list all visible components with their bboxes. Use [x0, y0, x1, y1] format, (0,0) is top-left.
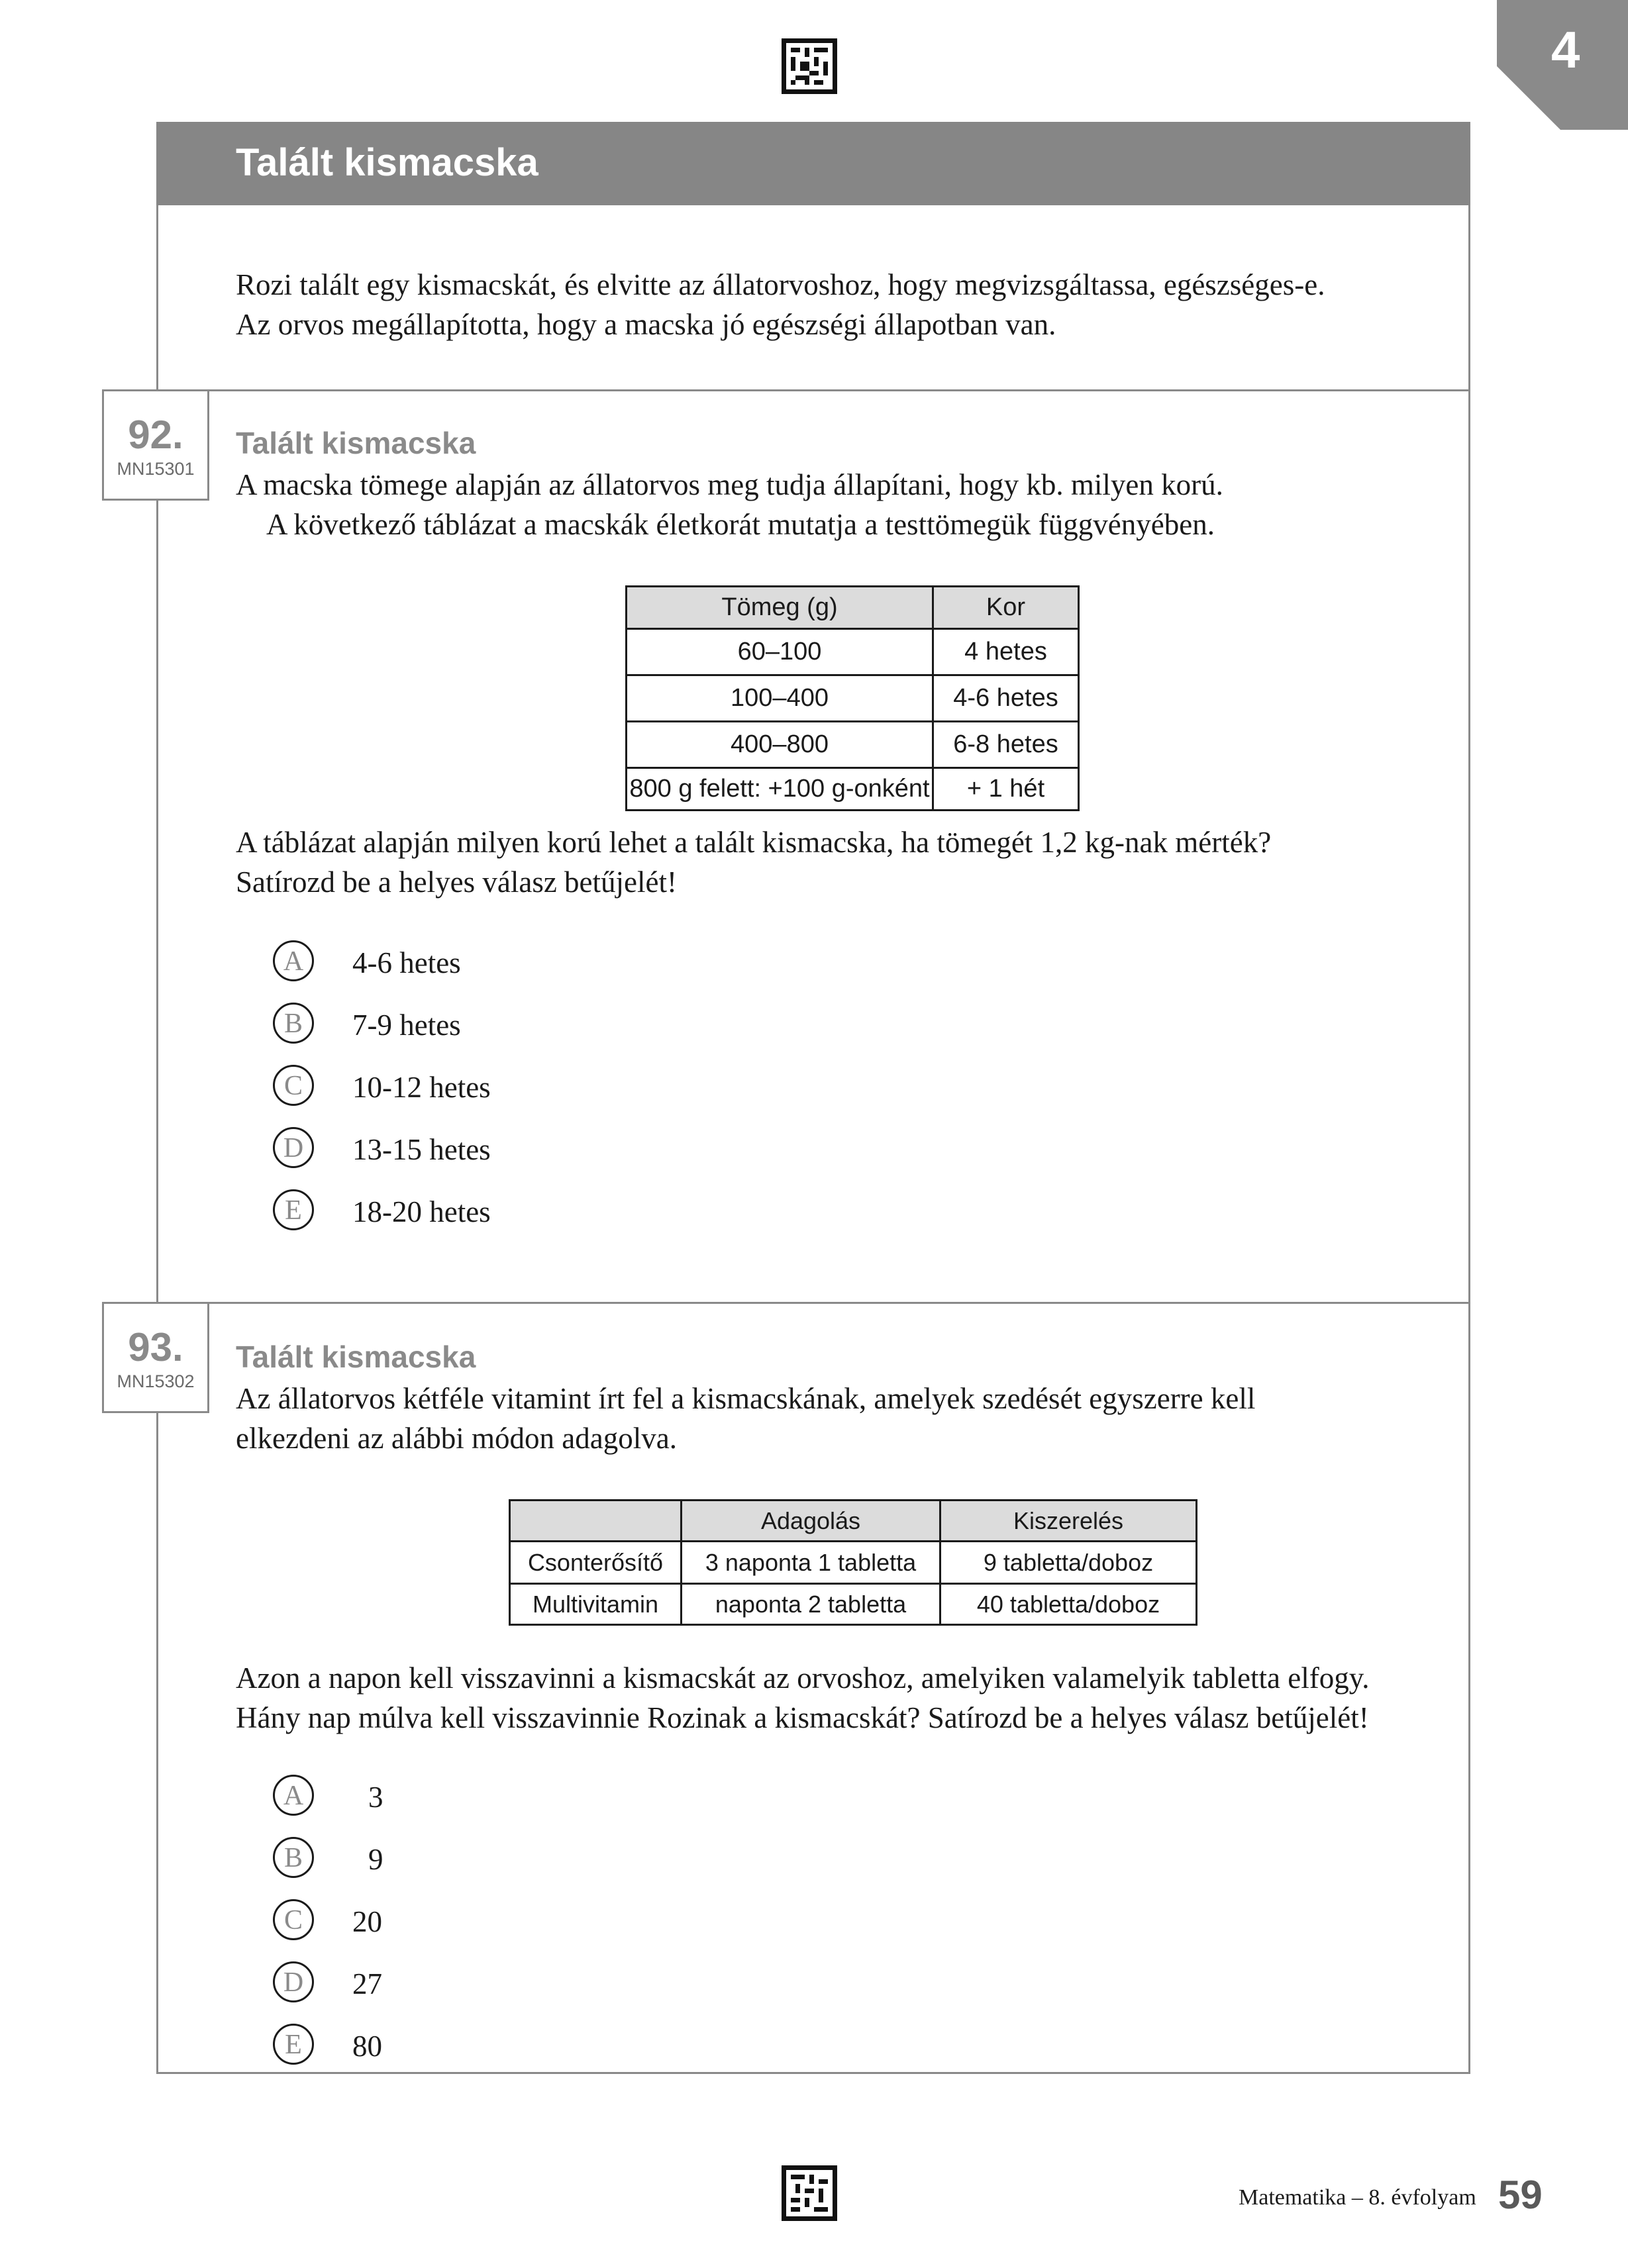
question-title: Talált kismacska — [236, 426, 476, 460]
option-bubble[interactable]: E — [273, 2024, 314, 2065]
table-header-cell: Tömeg (g) — [627, 587, 933, 629]
option-text: 13-15 hetes — [352, 1133, 491, 1166]
weight-age-table — [625, 585, 1080, 811]
table-row — [510, 1542, 1197, 1584]
question-code: MN15302 — [117, 1371, 195, 1391]
option-bubble[interactable]: D — [273, 1127, 314, 1168]
option-bubble[interactable]: C — [273, 1899, 314, 1940]
question-number: 92. — [128, 413, 183, 457]
table-row — [627, 629, 1079, 675]
option-bubble[interactable]: E — [273, 1189, 314, 1230]
qr-code-icon — [782, 2165, 837, 2221]
table-header-cell — [510, 1501, 682, 1542]
table-header-cell: Kor — [933, 587, 1079, 629]
option-bubble[interactable]: B — [273, 1003, 314, 1044]
page-number: 59 — [1498, 2173, 1543, 2217]
option-bubble[interactable]: C — [273, 1065, 314, 1106]
table-header-cell: Kiszerelés — [941, 1501, 1197, 1542]
question-text-line-1: Az állatorvos kétféle vitamint írt fel a kismacskának, amelyek szedését egyszerre kell — [236, 1382, 1256, 1415]
table-cell: 9 tabletta/doboz — [941, 1542, 1197, 1584]
table-cell: 100–400 — [627, 675, 933, 722]
page-title: Talált kismacska — [236, 141, 538, 184]
option-bubble[interactable]: A — [273, 940, 314, 981]
question-text — [236, 1379, 1474, 1458]
option-bubble[interactable]: D — [273, 1961, 314, 2002]
question-code: MN15301 — [117, 459, 195, 479]
table-row — [627, 768, 1079, 811]
option-text: 80 — [352, 2030, 382, 2063]
question-title: Talált kismacska — [236, 1340, 476, 1374]
option-text: 9 — [368, 1843, 383, 1876]
table-row — [627, 675, 1079, 722]
question-text — [236, 465, 1474, 544]
footer-subject: Matematika – 8. évfolyam — [1239, 2185, 1476, 2210]
question-text-line-1: A macska tömege alapján az állatorvos meg tudja állapítani, hogy kb. milyen korú. — [236, 468, 1223, 501]
option-bubble[interactable]: B — [273, 1837, 314, 1878]
intro-text — [236, 265, 1454, 344]
question-prompt-line-1: Azon a napon kell visszavinni a kismacskát az orvoshoz, amelyiken valamelyik tabletta elfogy. — [236, 1661, 1370, 1695]
option-text: 7-9 hetes — [352, 1009, 461, 1042]
question-prompt-line-1: A táblázat alapján milyen korú lehet a talált kismacska, ha tömegét 1,2 kg-nak mérték? — [236, 826, 1272, 859]
table-cell: 800 g felett: +100 g-onként — [627, 768, 933, 811]
divider — [156, 1302, 1470, 1304]
option-bubble[interactable]: A — [273, 1775, 314, 1816]
table-cell: 4 hetes — [933, 629, 1079, 675]
table-cell: 3 naponta 1 tabletta — [682, 1542, 941, 1584]
table-cell: 40 tabletta/doboz — [941, 1584, 1197, 1625]
table-cell: Csonterősítő — [510, 1542, 682, 1584]
table-cell: 60–100 — [627, 629, 933, 675]
question-prompt-line-2: Hány nap múlva kell visszavinnie Rozinak a kismacskát? Satírozd be a helyes válasz betűjelét! — [236, 1701, 1369, 1734]
option-text: 18-20 hetes — [352, 1195, 491, 1228]
question-prompt — [236, 822, 1474, 902]
question-number-box-93 — [102, 1302, 209, 1413]
table-cell: 4-6 hetes — [933, 675, 1079, 722]
question-text-line-2: elkezdeni az alábbi módon adagolva. — [236, 1422, 677, 1455]
table-header-row — [510, 1501, 1197, 1542]
option-text: 27 — [352, 1967, 382, 2000]
chapter-number: 4 — [1551, 21, 1580, 79]
question-prompt — [236, 1658, 1474, 1738]
table-cell: Multivitamin — [510, 1584, 682, 1625]
table-header-cell: Adagolás — [682, 1501, 941, 1542]
table-cell: + 1 hét — [933, 768, 1079, 811]
table-row — [627, 722, 1079, 768]
divider — [156, 389, 1470, 391]
intro-line-1: Rozi talált egy kismacskát, és elvitte az állatorvoshoz, hogy megvizsgáltassa, egészséges-e. — [236, 268, 1325, 301]
vitamin-table — [509, 1499, 1197, 1626]
question-prompt-line-2: Satírozd be a helyes válasz betűjelét! — [236, 865, 677, 899]
qr-code-icon — [782, 38, 837, 94]
option-text: 3 — [368, 1781, 383, 1814]
question-text-line-2: A következő táblázat a macskák életkorát mutatja a testtömegük függvényében. — [266, 508, 1215, 541]
table-cell: naponta 2 tabletta — [682, 1584, 941, 1625]
table-header-row — [627, 587, 1079, 629]
option-text: 20 — [352, 1905, 382, 1938]
question-number: 93. — [128, 1325, 183, 1369]
table-cell: 6-8 hetes — [933, 722, 1079, 768]
option-text: 4-6 hetes — [352, 946, 461, 979]
table-row — [510, 1584, 1197, 1625]
intro-line-2: Az orvos megállapította, hogy a macska jó egészségi állapotban van. — [236, 308, 1056, 341]
table-cell: 400–800 — [627, 722, 933, 768]
option-text: 10-12 hetes — [352, 1071, 491, 1104]
question-number-box-92 — [102, 389, 209, 501]
